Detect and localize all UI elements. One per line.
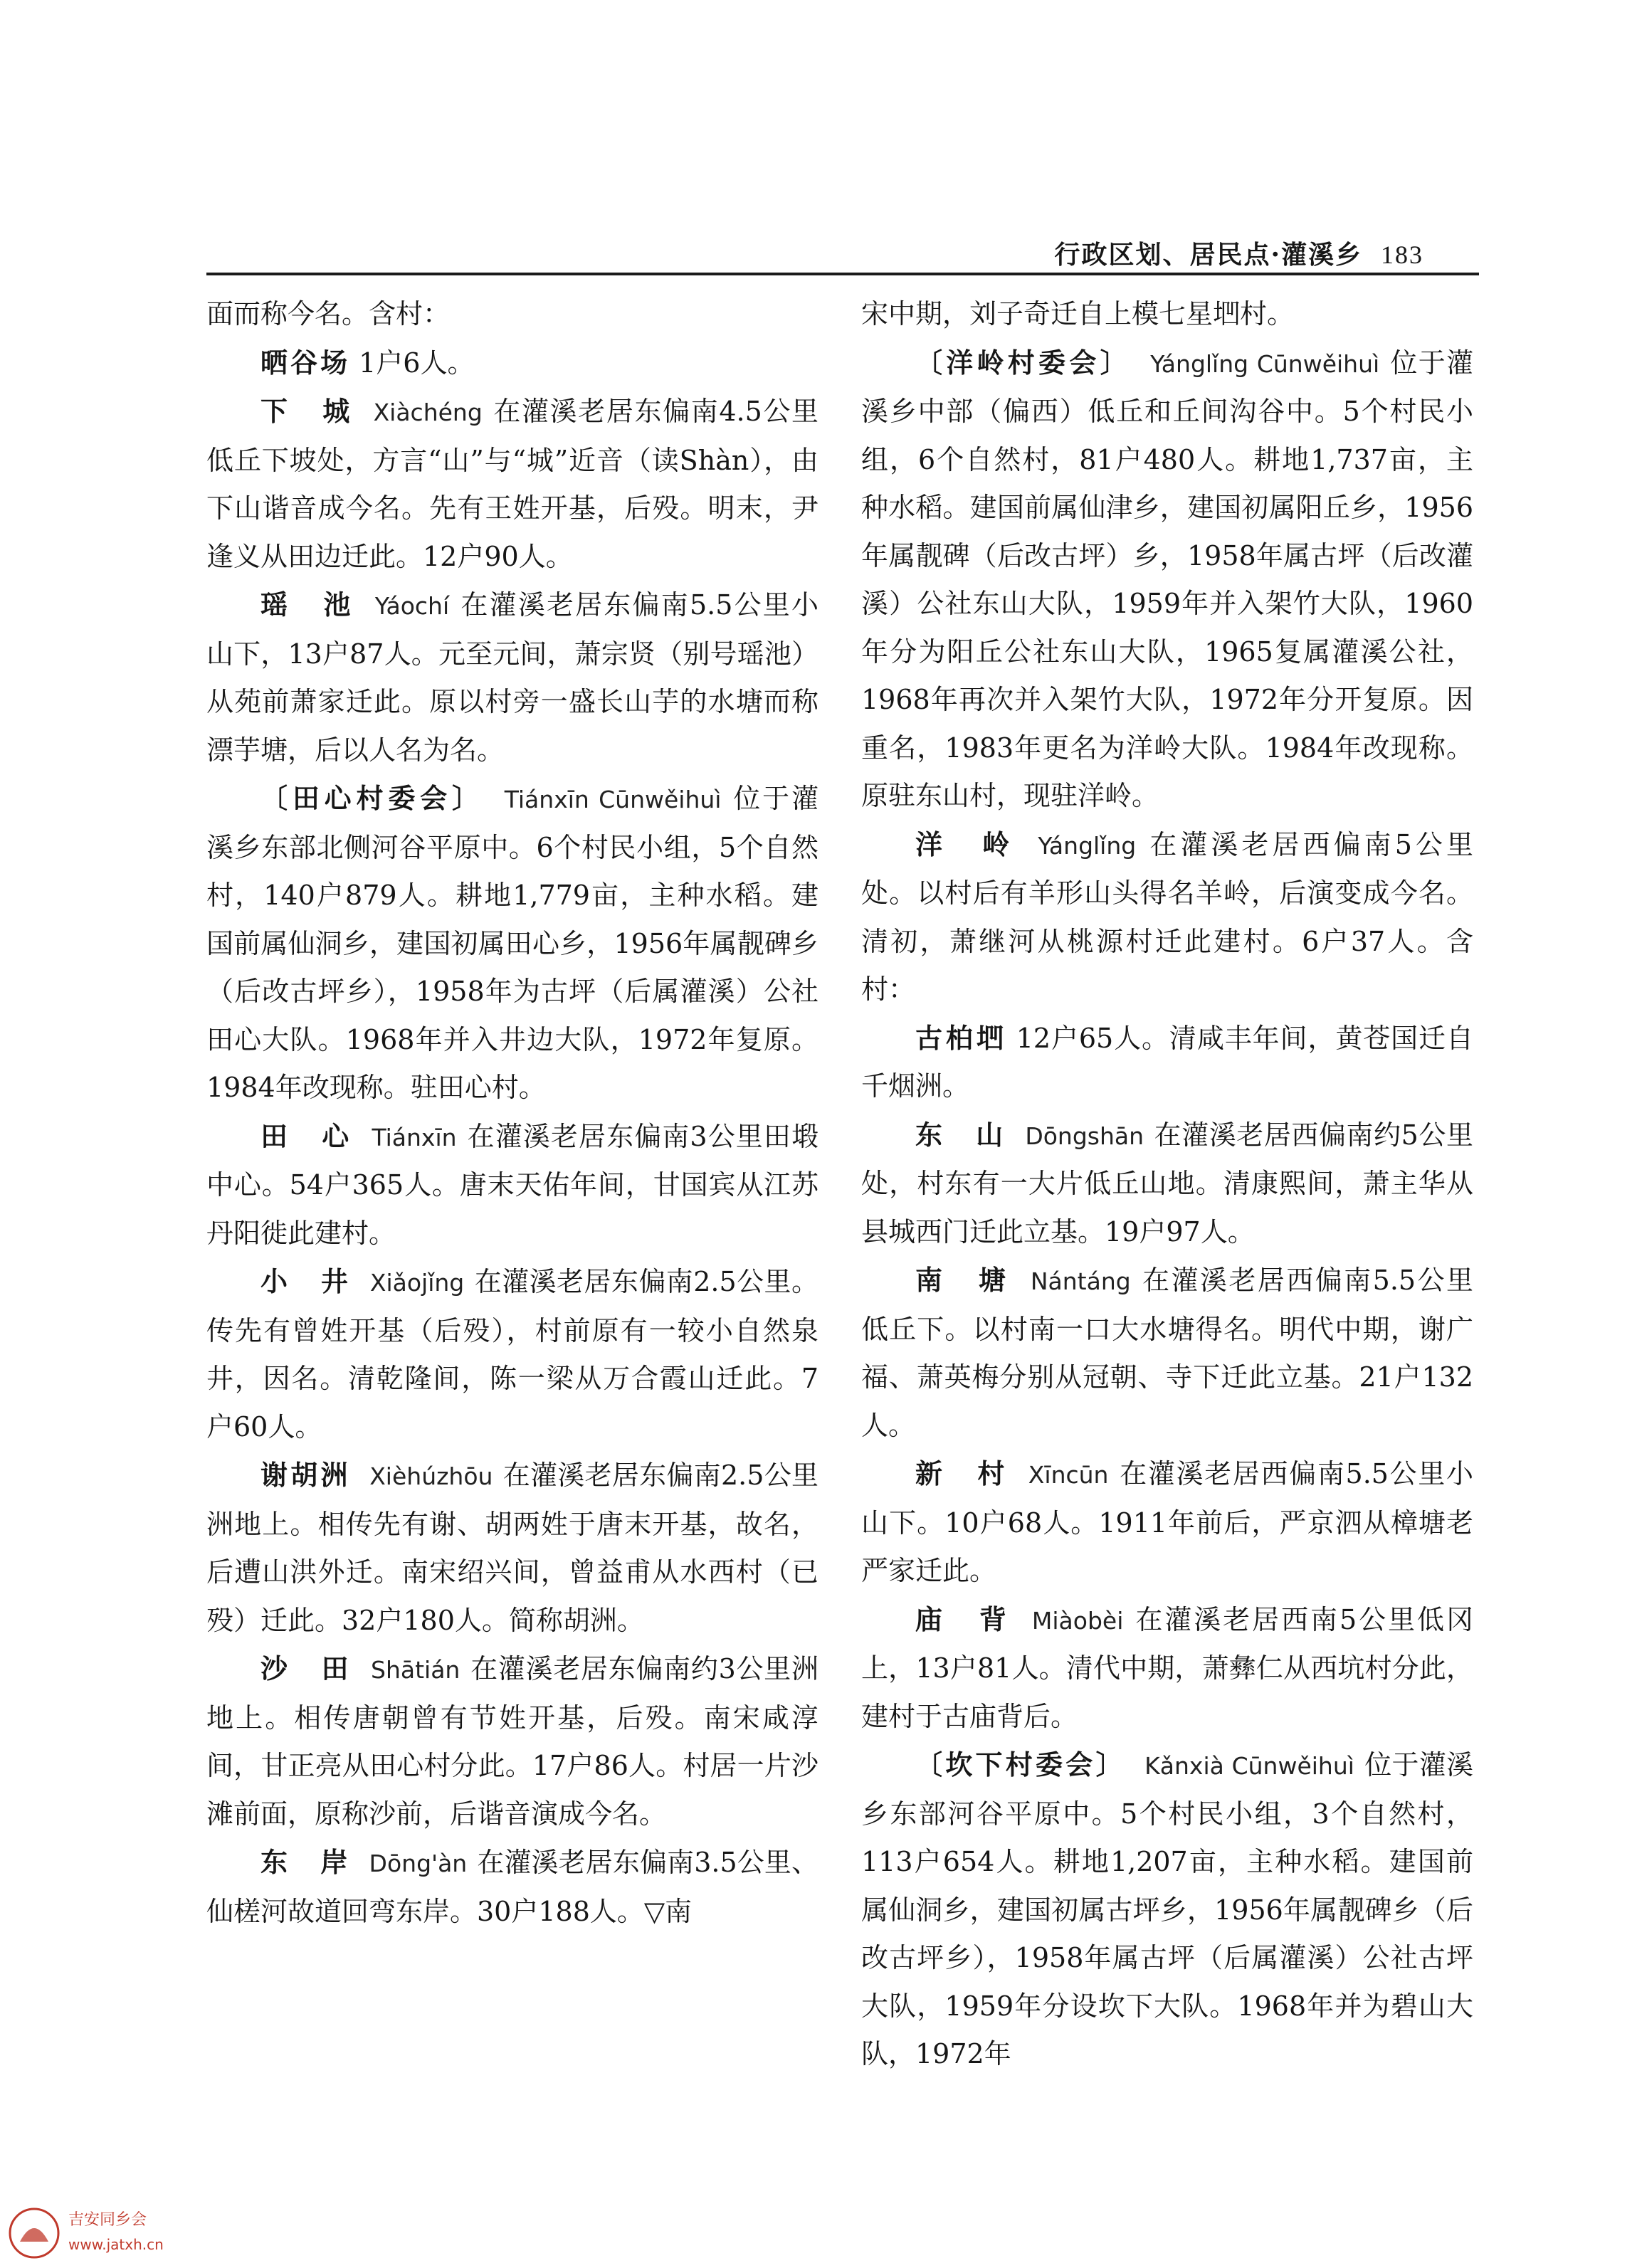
entry-pinyin: Tiánxīn [372,1123,457,1151]
entry-pinyin: Tiánxīn Cūnwěihuì [504,786,722,813]
entry-text: 在灌溪老居东偏南3公里田塅中心。54户365人。唐末天佑年间，甘国宾从江苏丹阳徙此建村。 [206,1120,818,1249]
left-column [206,290,818,1936]
entry-paragraph [206,1257,818,1451]
entry-headword: 庙 背 [915,1603,1011,1635]
entry-text: 在灌溪老居东偏南2.5公里。传先有曾姓开基（后殁），村前原有一较小自然泉井，因名。清乾隆间，陈一梁从万合霞山迁此。7户60人。 [206,1266,818,1442]
entry-paragraph [206,387,818,581]
entry-pinyin: Kǎnxià Cūnwěihuì [1144,1752,1354,1780]
entry-text: 位于灌溪乡东部河谷平原中。5个村民小组，3个自然村，113户654人。耕地1,207亩，主种水稻。建国前属仙洞乡，建国初属古坪乡，1956年属靓碑乡（后改古坪乡），1958年属古坪（后属灌溪）公社古坪大队，1959年分设坎下大队。1968年并为碧山大队，1972年 [861,1749,1473,2069]
entry-paragraph [861,1111,1473,1257]
entry-headword: 古柏垇 [915,1021,1007,1054]
entry-paragraph [861,821,1473,1014]
entry-paragraph [206,1645,818,1838]
entry-paragraph [861,290,1473,339]
entry-pinyin: Nántáng [1030,1267,1131,1295]
entry-headword: 东 岸 [260,1846,351,1878]
watermark-logo-icon [6,2205,63,2262]
running-header [996,235,1423,285]
entry-paragraph [861,339,1473,821]
entry-paragraph [206,1838,818,1936]
footer-watermark [0,2199,285,2268]
entry-paragraph [861,1595,1473,1741]
entry-pinyin: Yánglǐng Cūnwěihuì [1150,349,1380,378]
entry-pinyin: Dōng'àn [369,1850,468,1877]
watermark-text: 吉安同乡会 [68,2211,147,2229]
entry-headword: 晒谷场 [260,346,351,379]
entry-text: 在灌溪老居西偏南5.5公里低丘下。以村南一口大水塘得名。明代中期，谢广福、萧英梅分别从冠朝、寺下迁此立基。21户132人。 [861,1265,1473,1441]
entry-text: 在灌溪老居东偏南2.5公里洲地上。相传先有谢、胡两姓于唐末开基，故名，后遭山洪外迁。南宋绍兴间，曾益甫从水西村（已殁）迁此。32户180人。简称胡洲。 [206,1460,818,1636]
entry-text: 1户6人。 [359,347,475,379]
entry-pinyin: Xiàchéng [373,399,483,426]
entry-text: 位于灌溪乡东部北侧河谷平原中。6个村民小组，5个自然村，140户879人。耕地1,779亩，主种水稻。建国前属仙洞乡，建国初属田心乡，1956年属靓碑乡（后改古坪乡），1958年为古坪（后属灌溪）公社田心大队。1968年并入井边大队，1972年复原。1984年改现称。驻田心村。 [206,783,818,1103]
entry-text: 宋中期，刘子奇迁自上模七星垇村。 [861,298,1295,329]
entry-headword: 田 心 [260,1119,353,1152]
entry-text: 在灌溪老居西偏南5.5公里小山下。10户68人。1911年前后，严京泗从樟塘老严家迁此。 [861,1458,1473,1586]
entry-paragraph [861,1014,1473,1111]
entry-pinyin: Shātián [371,1656,460,1684]
entry-headword: 小 井 [260,1265,352,1297]
watermark-url: www.jatxh.cn [68,2236,164,2253]
entry-text: 在灌溪老居西偏南约5公里处，村东有一大片低丘山地。清康熙间，萧主华从县城西门迁此立基。19户97人。 [861,1119,1473,1248]
entry-headword: 谢胡洲 [260,1459,351,1491]
entry-text: 在灌溪老居东偏南5.5公里小山下，13户87人。元至元间，萧宗贤（别号瑶池）从苑前萧家迁此。原以村旁一盛长山芋的水塘而称漂芋塘，后以人名为名。 [206,589,818,766]
header-rule [206,273,1479,275]
entry-pinyin: Xiǎojǐng [369,1269,465,1297]
entry-text: 在灌溪老居西偏南5公里处。以村后有羊形山头得名羊岭，后演变成今名。清初，萧继河从桃源村迁此建村。6户37人。含村： [861,828,1473,1005]
entry-headword: 〔洋岭村委会〕 [915,346,1131,379]
entry-paragraph [206,1112,818,1258]
entry-headword: 洋 岭 [915,828,1016,860]
page-number: 183 [1381,241,1423,269]
entry-text: 在灌溪老居东偏南3.5公里、仙槎河故道回弯东岸。30户188人。▽南 [206,1847,818,1927]
entry-pinyin: Miàobèi [1031,1606,1124,1635]
entry-headword: 东 山 [915,1118,1006,1151]
entry-headword: 南 塘 [915,1264,1011,1296]
entry-paragraph [206,774,818,1112]
entry-headword: 〔田心村委会〕 [260,782,484,814]
entry-pinyin: Dōngshān [1025,1122,1144,1150]
entry-headword: 沙 田 [260,1652,352,1684]
entry-headword: 〔坎下村委会〕 [915,1749,1126,1781]
entry-text: 在灌溪老居西南5公里低冈上，13户81人。清代中期，萧彝仁从西坑村分此，建村于古庙背后。 [861,1603,1473,1732]
entry-text: 位于灌溪乡中部（偏西）低丘和丘间沟谷中。5个村民小组，6个自然村，81户480人。耕地1,737亩，主种水稻。建国前属仙津乡，建国初属阳丘乡，1956年属靓碑（后改古坪）乡，1958年属古坪（后改灌溪）公社东山大队，1959年并入架竹大队，1960年分为阳丘公社东山大队，1965复属灌溪公社，1968年再次并入架竹大队，1972年分开复原。因重名，1983年更名为洋岭大队。1984年改现称。原驻东山村，现驻洋岭。 [861,347,1473,811]
entry-headword: 新 村 [915,1457,1009,1489]
entry-pinyin: Yáochí [374,592,450,620]
entry-paragraph [206,1451,818,1645]
entry-paragraph [861,1450,1473,1595]
entry-headword: 下 城 [260,395,354,427]
entry-paragraph [861,1256,1473,1450]
entry-paragraph [206,581,818,774]
header-title: 行政区划、居民点·灌溪乡 [1054,240,1362,270]
entry-pinyin: Xīncūn [1028,1461,1109,1489]
entry-text: 在灌溪老居东偏南约3公里洲地上。相传唐朝曾有节姓开基，后殁。南宋咸淳间，甘正亮从田心村分此。17户86人。村居一片沙滩前面，原称沙前，后谐音演成今名。 [206,1653,818,1830]
entry-paragraph [206,290,818,339]
entry-pinyin: Xièhúzhōu [369,1462,493,1490]
entry-text: 在灌溪老居东偏南4.5公里低丘下坡处，方言“山”与“城”近音（读Shàn），由下山谐音成今名。先有王姓开基，后殁。明末，尹逢义从田边迁此。12户90人。 [206,396,818,572]
entry-paragraph [861,1741,1473,2079]
entry-text: 12户65人。清咸丰年间，黄苍国迁自千烟洲。 [861,1022,1473,1102]
right-column [861,290,1473,2079]
entry-text: 面而称今名。含村： [206,298,451,329]
entry-pinyin: Yánglǐng [1038,831,1137,860]
entry-headword: 瑶 池 [260,589,355,621]
entry-paragraph [206,339,818,388]
